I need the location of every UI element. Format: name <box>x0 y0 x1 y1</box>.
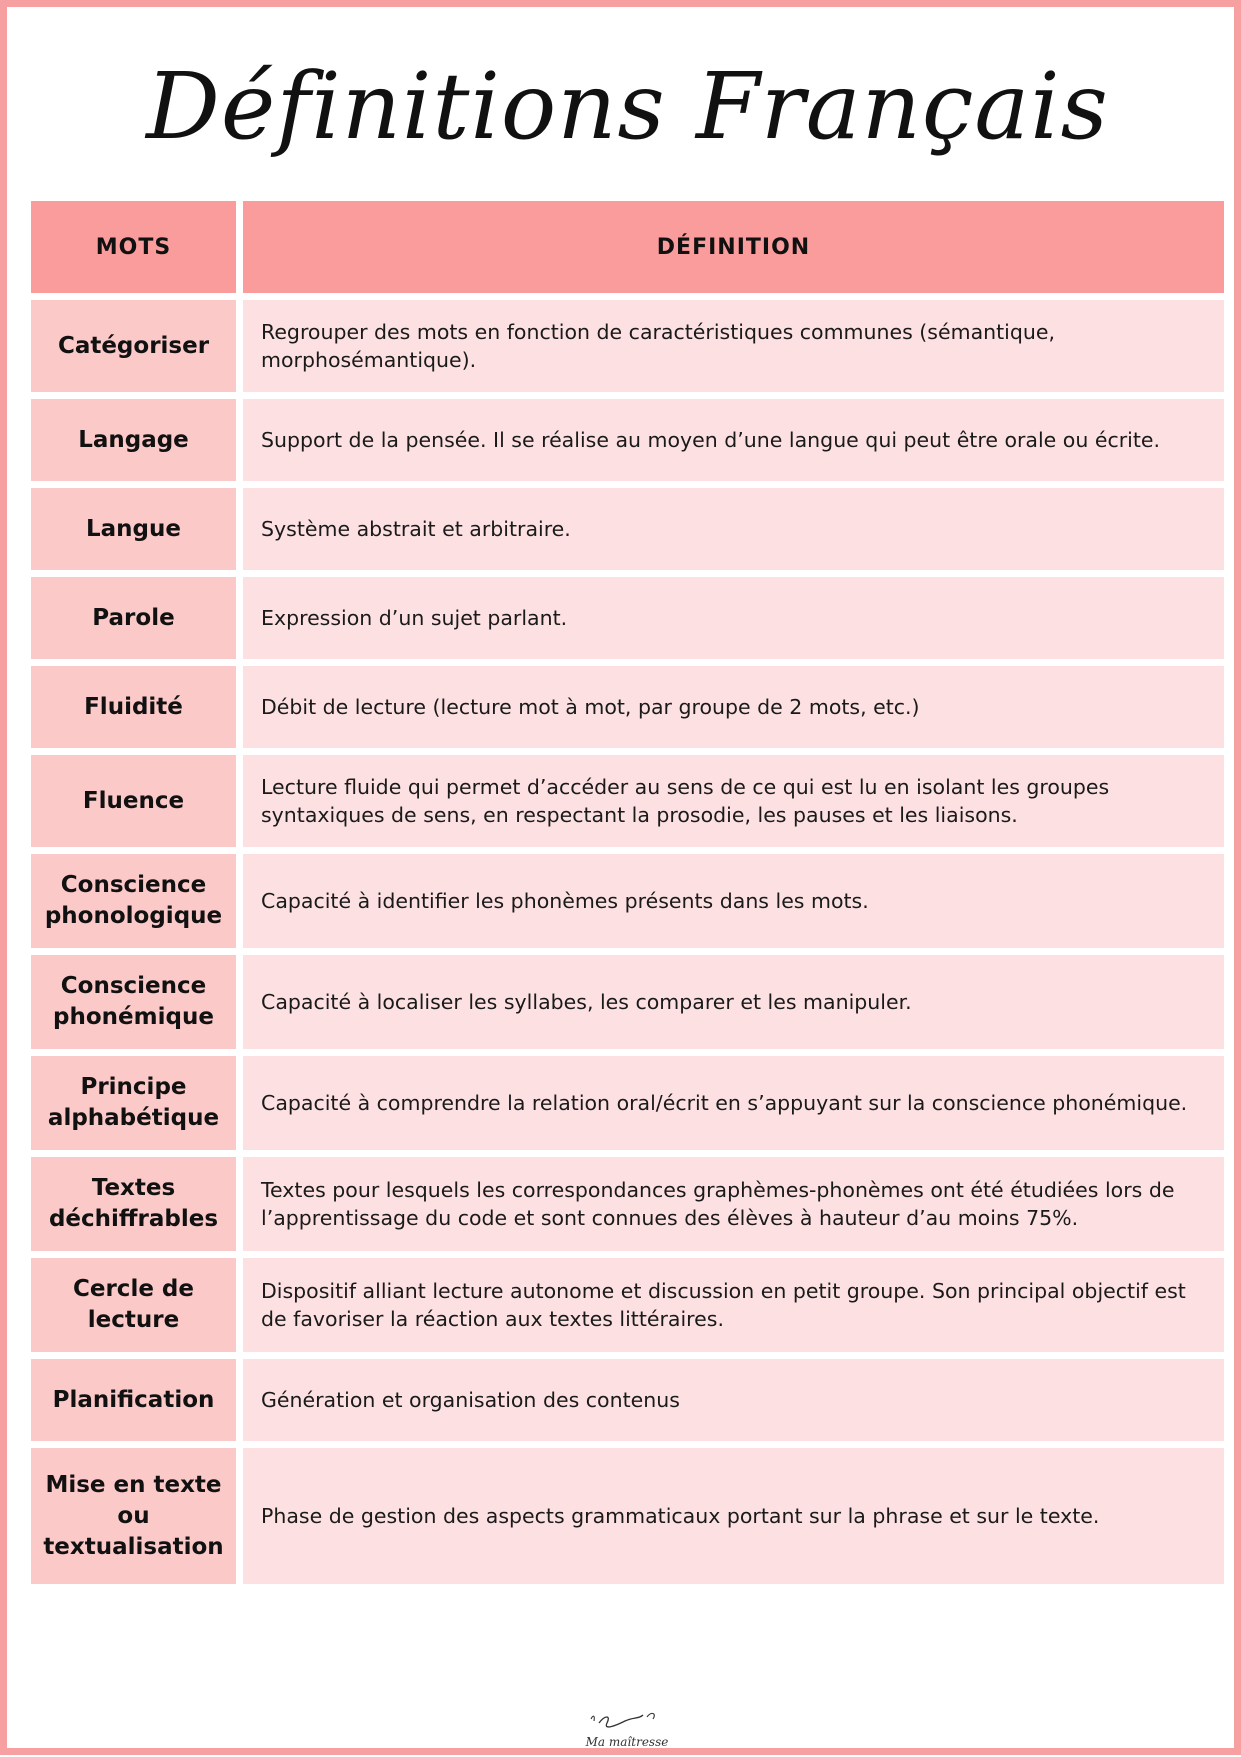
logo-text: Ma maîtresse <box>585 1735 669 1749</box>
definition-cell: Capacité à localiser les syllabes, les comparer et les manipuler. <box>243 955 1224 1049</box>
term-cell: Fluidité <box>31 666 236 748</box>
term-cell: Catégoriser <box>31 300 236 392</box>
term-cell: Cercle de lecture <box>31 1258 236 1352</box>
definition-cell: Regrouper des mots en fonction de caractéristiques communes (sémantique, morphosémantique). <box>243 300 1224 392</box>
term-cell: Langage <box>31 399 236 481</box>
signature-logo-icon <box>577 1709 677 1757</box>
term-cell: Mise en texte ou textualisation <box>31 1448 236 1584</box>
term-cell: Conscience phonologique <box>31 854 236 948</box>
header-definition: DÉFINITION <box>243 201 1224 293</box>
definition-cell: Dispositif alliant lecture autonome et discussion en petit groupe. Son principal objectif est de favoriser la réaction aux textes littéraires. <box>243 1258 1224 1352</box>
definition-cell: Débit de lecture (lecture mot à mot, par groupe de 2 mots, etc.) <box>243 666 1224 748</box>
definition-cell: Support de la pensée. Il se réalise au moyen d’une langue qui peut être orale ou écrite. <box>243 399 1224 481</box>
term-cell: Textes déchiffrables <box>31 1157 236 1251</box>
definition-cell: Capacité à identifier les phonèmes présents dans les mots. <box>243 854 1224 948</box>
definition-cell: Génération et organisation des contenus <box>243 1359 1224 1441</box>
definition-cell: Capacité à comprendre la relation oral/écrit en s’appuyant sur la conscience phonémique. <box>243 1056 1224 1150</box>
term-cell: Planification <box>31 1359 236 1441</box>
term-cell: Conscience phonémique <box>31 955 236 1049</box>
definition-cell: Système abstrait et arbitraire. <box>243 488 1224 570</box>
term-cell: Parole <box>31 577 236 659</box>
definitions-table <box>31 201 1224 1584</box>
term-cell: Langue <box>31 488 236 570</box>
term-cell: Fluence <box>31 755 236 847</box>
header-words: MOTS <box>31 201 236 293</box>
definition-cell: Phase de gestion des aspects grammaticaux portant sur la phrase et sur le texte. <box>243 1448 1224 1584</box>
term-cell: Principe alphabétique <box>31 1056 236 1150</box>
definition-cell: Expression d’un sujet parlant. <box>243 577 1224 659</box>
definition-cell: Lecture fluide qui permet d’accéder au sens de ce qui est lu en isolant les groupes syntaxiques de sens, en respectant la prosodie, les pauses et les liaisons. <box>243 755 1224 847</box>
page-title: Définitions Français <box>146 52 1109 160</box>
definition-cell: Textes pour lesquels les correspondances graphèmes-phonèmes ont été étudiées lors de l’apprentissage du code et sont connues des élèves à hauteur d’au moins 75%. <box>243 1157 1224 1251</box>
